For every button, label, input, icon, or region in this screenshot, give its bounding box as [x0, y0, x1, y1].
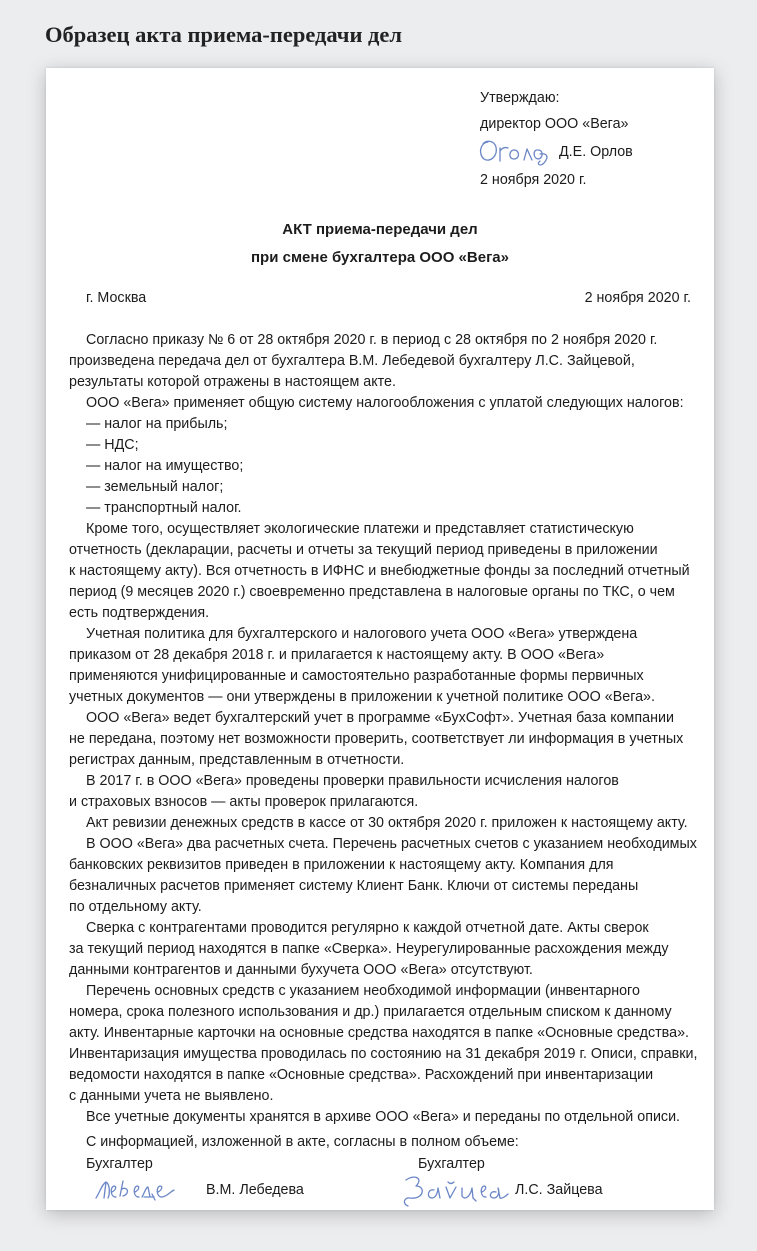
body-line: по отдельному акту. [69, 899, 202, 915]
body-line: данными контрагентов и данными бухучета ООО «Вега» отсутствуют. [69, 962, 533, 978]
body-line: есть подтверждения. [69, 605, 210, 621]
body-line: Все учетные документы хранятся в архиве ООО «Вега» и переданы по отдельной описи. [86, 1109, 681, 1125]
tax-list-item: — налог на прибыль; [86, 416, 228, 432]
tax-list-item: — налог на имущество; [86, 458, 244, 474]
director-name: Д.Е. Орлов [559, 144, 633, 160]
body-line: с данными учета не выявлено. [69, 1088, 274, 1104]
director-signature [474, 134, 556, 168]
body-line: к настоящему акту). Вся отчетность в ИФНС и внебюджетные фонды за последний отчетный [69, 563, 690, 579]
body-line: Сверка с контрагентами проводится регулярно к каждой отчетной дате. Акты сверок [86, 920, 649, 936]
signatory-role: Бухгалтер [86, 1156, 153, 1172]
body-line: ООО «Вега» ведет бухгалтерский учет в программе «БухСофт». Учетная база компании [86, 710, 674, 726]
lebedeva-signature [90, 1172, 182, 1206]
director-position: директор ООО «Вега» [480, 116, 629, 132]
body-line: Инвентаризация имущества проводилась по состоянию на 31 декабря 2019 г. Описи, справки, [69, 1046, 698, 1062]
body-line: приказом от 28 декабря 2018 г. и прилагается к настоящему акту. В ООО «Вега» [69, 647, 605, 663]
body-line: за текущий период находятся в папке «Сверка». Неурегулированные расхождения между [69, 941, 669, 957]
body-line: В 2017 г. в ООО «Вега» проведены проверки правильности исчисления налогов [86, 773, 619, 789]
signatory-name: Л.С. Зайцева [515, 1182, 603, 1198]
body-line: безналичных расчетов применяет систему Клиент Банк. Ключи от системы переданы [69, 878, 639, 894]
body-line: Акт ревизии денежных средств в кассе от 30 октября 2020 г. приложен к настоящему акту. [86, 815, 688, 831]
body-line: регистрах данным, представленным в отчетности. [69, 752, 405, 768]
act-title-line-1: АКТ приема-передачи дел [282, 221, 478, 238]
body-line: результаты которой отражены в настоящем акте. [69, 374, 396, 390]
signatory-role: Бухгалтер [418, 1156, 485, 1172]
body-line: применяются унифицированные и самостоятельно разработанные формы первичных [69, 668, 644, 684]
body-line: Перечень основных средств с указанием необходимой информации (инвентарного [86, 983, 640, 999]
tax-list-item: — НДС; [86, 437, 139, 453]
tax-list-item: — транспортный налог. [86, 500, 242, 516]
act-city: г. Москва [86, 290, 147, 306]
approval-date: 2 ноября 2020 г. [480, 172, 587, 188]
approve-label: Утверждаю: [480, 90, 560, 106]
act-title-line-2: при смене бухгалтера ООО «Вега» [251, 249, 509, 266]
body-line: банковских реквизитов приведен в приложении к настоящему акту. Компания для [69, 857, 614, 873]
body-line: Согласно приказу № 6 от 28 октября 2020 г. в период с 28 октября по 2 ноября 2020 г. [86, 332, 658, 348]
page-title: Образец акта приема-передачи дел [45, 22, 403, 47]
body-line: произведена передача дел от бухгалтера В.М. Лебедевой бухгалтеру Л.С. Зайцевой, [69, 353, 635, 369]
body-line: отчетность (декларации, расчеты и отчеты за текущий период приведены в приложении [69, 542, 658, 558]
body-line: акту. Инвентарные карточки на основные средства находятся в папке «Основные средства». [69, 1025, 689, 1041]
body-line: Учетная политика для бухгалтерского и налогового учета ООО «Вега» утверждена [86, 626, 638, 642]
zaytseva-signature [398, 1168, 510, 1210]
agreement-statement: С информацией, изложенной в акте, согласны в полном объеме: [86, 1134, 519, 1150]
body-line: Кроме того, осуществляет экологические платежи и представляет статистическую [86, 521, 634, 537]
body-line: В ООО «Вега» два расчетных счета. Перечень расчетных счетов с указанием необходимых [86, 836, 697, 852]
body-line: ООО «Вега» применяет общую систему налогообложения с уплатой следующих налогов: [86, 395, 684, 411]
body-line: не передана, поэтому нет возможности проверить, соответствует ли информация в учетных [69, 731, 684, 747]
body-line: период (9 месяцев 2020 г.) своевременно представлена в налоговые органы по ТКС, о чем [69, 584, 675, 600]
act-document [46, 68, 714, 1210]
signatory-name: В.М. Лебедева [206, 1182, 304, 1198]
act-date: 2 ноября 2020 г. [584, 290, 691, 306]
body-line: ведомости находятся в папке «Основные средства». Расхождений при инвентаризации [69, 1067, 654, 1083]
body-line: номера, срока полезного использования и др.) прилагается отдельным списком к данному [69, 1004, 672, 1020]
body-line: и страховых взносов — акты проверок прилагаются. [69, 794, 419, 810]
tax-list-item: — земельный налог; [86, 479, 224, 495]
body-line: учетных документов — они утверждены в приложении к учетной политике ООО «Вега». [69, 689, 655, 705]
